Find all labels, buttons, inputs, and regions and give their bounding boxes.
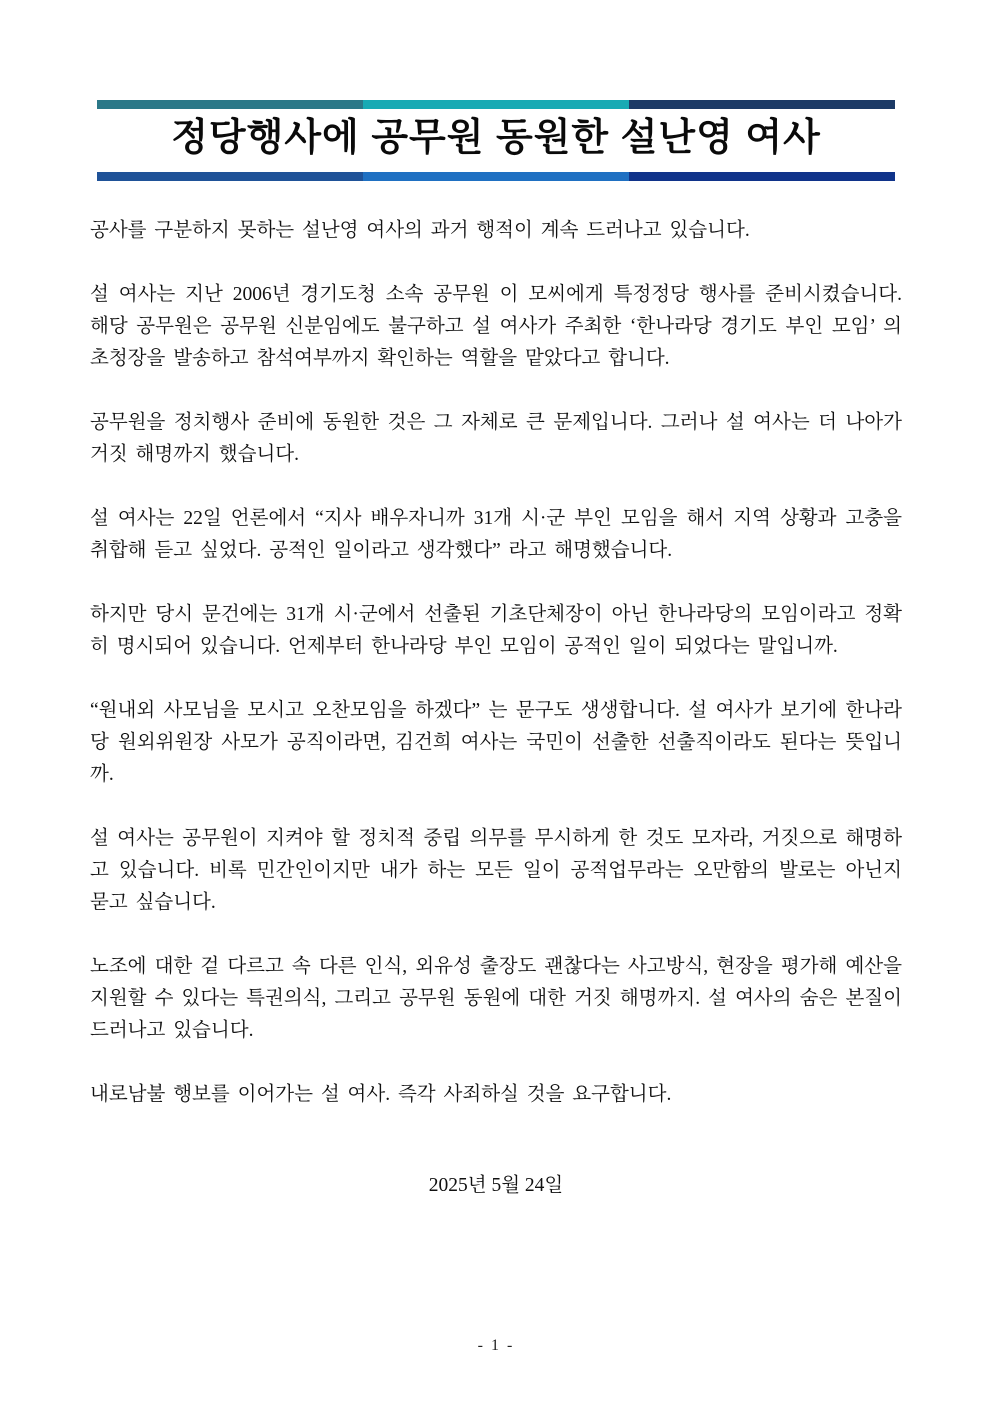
paragraph: 하지만 당시 문건에는 31개 시·군에서 선출된 기초단체장이 아닌 한나라당의 모임이라고 정확히 명시되어 있습니다. 언제부터 한나라당 부인 모임이 공적인 일이 되었다는 말입니까.	[90, 603, 902, 657]
banner-top-rule	[97, 100, 895, 109]
paragraph: 노조에 대한 겉 다르고 속 다른 인식, 외유성 출장도 괜찮다는 사고방식, 현장을 평가해 예산을 지원할 수 있다는 특권의식, 그리고 공무원 동원에 대한 거짓 해명까지. 설 여사의 숨은 본질이 드러나고 있습니다.	[90, 955, 902, 1041]
paragraph: 설 여사는 22일 언론에서 “지사 배우자니까 31개 시·군 부인 모임을 해서 지역 상황과 고충을 취합해 듣고 싶었다. 공적인 일이라고 생각했다” 라고 해명했습니다.	[90, 507, 902, 561]
banner-bottom-rule	[97, 172, 895, 181]
paragraph: 공사를 구분하지 못하는 설난영 여사의 과거 행적이 계속 드러나고 있습니다.	[90, 219, 750, 241]
banner-top-rule-segment-3	[629, 100, 895, 109]
banner-bottom-rule-segment-2	[363, 172, 629, 181]
paragraph: 공무원을 정치행사 준비에 동원한 것은 그 자체로 큰 문제입니다. 그러나 설 여사는 더 나아가 거짓 해명까지 했습니다.	[90, 411, 902, 465]
banner-bottom-rule-segment-3	[629, 172, 895, 181]
paragraph: 내로남불 행보를 이어가는 설 여사. 즉각 사죄하실 것을 요구합니다.	[90, 1083, 672, 1105]
banner-top-rule-segment-2	[363, 100, 629, 109]
page-number: - 1 -	[477, 1337, 515, 1354]
document-body	[90, 215, 902, 1111]
banner-top-rule-segment-1	[97, 100, 363, 109]
banner-bottom-rule-segment-1	[97, 172, 363, 181]
document-date: 2025년 5월 24일	[428, 1174, 564, 1196]
paragraph: “원내외 사모님을 모시고 오찬모임을 하겠다” 는 문구도 생생합니다. 설 여사가 보기에 한나라당 원외위원장 사모가 공직이라면, 김건희 여사는 국민이 선출한 선출직이라도 된다는 뜻입니까.	[90, 699, 902, 785]
document-title: 정당행사에 공무원 동원한 설난영 여사	[171, 117, 821, 159]
title-banner	[97, 100, 895, 181]
paragraph: 설 여사는 공무원이 지켜야 할 정치적 중립 의무를 무시하게 한 것도 모자라, 거짓으로 해명하고 있습니다. 비록 민간인이지만 내가 하는 모든 일이 공적업무라는 오만함의 발로는 아닌지 묻고 싶습니다.	[90, 827, 902, 913]
paragraph: 설 여사는 지난 2006년 경기도청 소속 공무원 이 모씨에게 특정정당 행사를 준비시켰습니다. 해당 공무원은 공무원 신분임에도 불구하고 설 여사가 주최한 ‘한나라당 경기도 부인 모임’ 의 초청장을 발송하고 참석여부까지 확인하는 역할을 맡았다고 합니다.	[90, 283, 902, 369]
